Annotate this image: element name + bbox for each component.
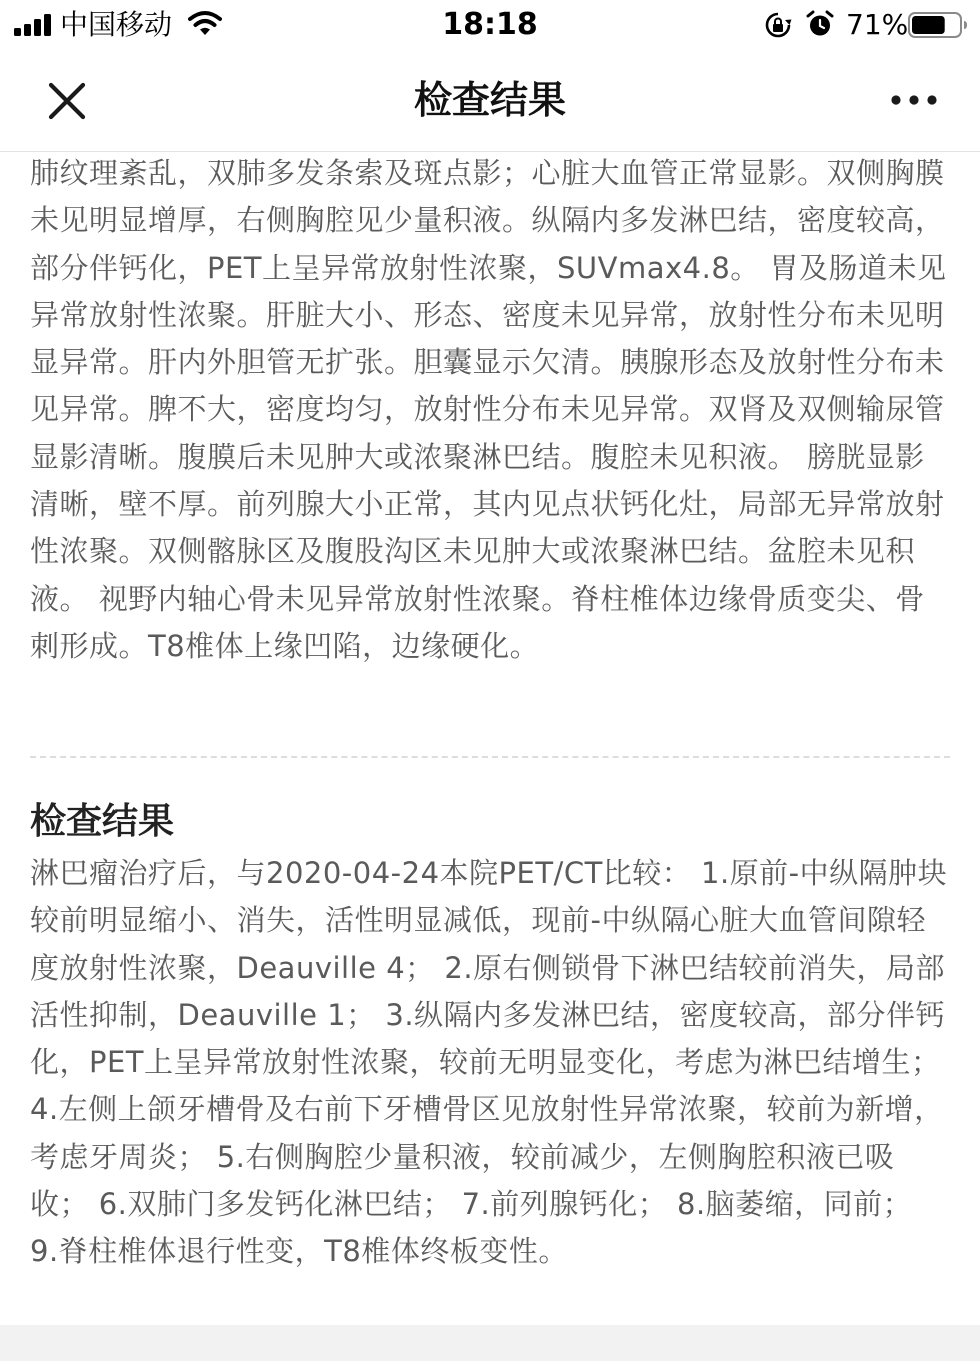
conclusion-heading: 检查结果 (30, 801, 175, 842)
section-divider (30, 756, 950, 758)
status-time: 18:18 (442, 7, 538, 42)
more-options-button[interactable] (884, 76, 944, 124)
rotation-lock-icon (764, 11, 792, 39)
status-bar (0, 0, 980, 50)
navigation-bar (0, 50, 980, 152)
findings-text: 肺纹理紊乱，双肺多发条索及斑点影；心脏大血管正常显影。双侧胸膜未见明显增厚，右侧胸腔见少量积液。纵隔内多发淋巴结，密度较高，部分伴钙化，PET上呈异常放射性浓聚，SUVmax4.8。 胃及肠道未见异常放射性浓聚。肝脏大小、形态、密度未见异常，放射性分布未见明显异常。肝内外胆管无扩张。胆囊显示欠清。胰腺形态及放射性分布未见异常。脾不大，密度均匀，放射性分布未见异常。双肾及双侧输尿管显影清晰。腹膜后未见肿大或浓聚淋巴结。腹腔未见积液。 膀胱显影清晰，壁不厚。前列腺大小正常，其内见点状钙化灶，局部无异常放射性浓聚。双侧髂脉区及腹股沟区未见肿大或浓聚淋巴结。盆腔未见积液。 视野内轴心骨未见异常放射性浓聚。脊柱椎体边缘骨质变尖、骨刺形成。T8椎体上缘凹陷，边缘硬化。 (30, 156, 947, 663)
page-title: 检查结果 (413, 78, 566, 122)
alarm-icon (806, 10, 834, 38)
battery-icon (908, 12, 968, 38)
carrier-name: 中国移动 (60, 8, 173, 41)
bottom-bar (0, 1325, 980, 1361)
report-content[interactable] (0, 152, 980, 1325)
battery-percentage: 71% (846, 8, 909, 41)
conclusion-text: 淋巴瘤治疗后，与2020-04-24本院PET/CT比较： 1.原前-中纵隔肿块较前明显缩小、消失，活性明显减低，现前-中纵隔心脏大血管间隙轻度放射性浓聚，Deauville 4； 2.原右侧锁骨下淋巴结较前消失，局部活性抑制，Deauville 1； 3.纵隔内多发淋巴结，密度较高，部分伴钙化，PET上呈异常放射性浓聚，较前无明显变化，考虑为淋巴结增生； 4.左侧上颌牙槽骨及右前下牙槽骨区见放射性异常浓聚，较前为新增，考虑牙周炎； 5.右侧胸腔少量积液，较前减少，左侧胸腔积液已吸收； 6.双肺门多发钙化淋巴结； 7.前列腺钙化； 8.脑萎缩，同前； 9.脊柱椎体退行性变，T8椎体终板变性。 (30, 856, 948, 1269)
